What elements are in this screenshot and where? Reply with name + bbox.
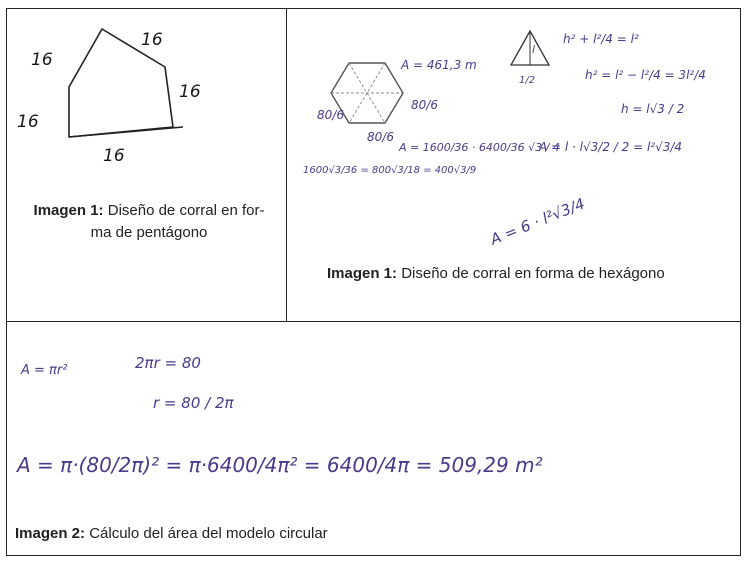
note-a-circle: A = πr² xyxy=(21,363,68,378)
circle-calculation xyxy=(7,322,740,502)
pentagon-sketch xyxy=(7,9,286,169)
pentagon-side-label: 16 xyxy=(17,112,39,132)
caption-label: Imagen 1: xyxy=(33,202,104,219)
caption-pentagon xyxy=(21,200,277,244)
note-a-formula: A = l · l√3/2 / 2 = l²√3/4 xyxy=(539,140,683,154)
pentagon-side-label: 16 xyxy=(31,50,53,70)
caption-text: Diseño de corral en forma de hexágono xyxy=(397,265,665,282)
note-h-eq2: h² = l² − l²/4 = 3l²/4 xyxy=(585,68,706,82)
note-frac-left: 1600√3/36 = 800√3/18 = 400√3/9 xyxy=(303,165,477,176)
caption-circle xyxy=(15,523,615,545)
caption-hexagon xyxy=(327,263,707,285)
note-tri-half: 1/2 xyxy=(519,75,536,86)
hexagon-side-label: 80/6 xyxy=(411,98,438,112)
cell-pentagon xyxy=(7,9,286,321)
cell-circle xyxy=(7,322,740,555)
note-main-eq: A = π·(80/2π)² = π·6400/4π² = 6400/4π = 509,29 m² xyxy=(17,453,543,477)
note-two-pi-r: 2πr = 80 xyxy=(135,354,201,372)
note-a-hex: A = 1600/36 · 6400/36 √3 / 4 xyxy=(399,141,560,154)
caption-text: Cálculo del área del modelo circular xyxy=(85,525,328,542)
note-area-top: A = 461,3 m xyxy=(401,58,477,72)
note-h-eq1: h² + l²/4 = l² xyxy=(563,32,639,46)
note-h-eq3: h = l√3 / 2 xyxy=(621,102,685,116)
caption-text: ma de pentágono xyxy=(90,224,208,241)
hexagon-sketch xyxy=(287,9,740,259)
hexagon-side-label: 80/6 xyxy=(317,108,344,122)
figure-table xyxy=(6,8,741,556)
pentagon-side-label: 16 xyxy=(103,146,125,166)
hexagon-side-label: 80/6 xyxy=(367,130,394,144)
note-r-eq: r = 80 / 2π xyxy=(153,394,234,412)
note-a-six: A = 6 · l²√3/4 xyxy=(487,194,588,249)
pentagon-side-label: 16 xyxy=(179,82,201,102)
caption-label: Imagen 2: xyxy=(15,525,86,542)
caption-text: Diseño de corral en for- xyxy=(103,202,265,219)
pentagon-side-label: 16 xyxy=(141,30,163,50)
cell-hexagon xyxy=(287,9,740,321)
note-tri-side: l xyxy=(532,43,536,56)
caption-label: Imagen 1: xyxy=(327,265,398,282)
